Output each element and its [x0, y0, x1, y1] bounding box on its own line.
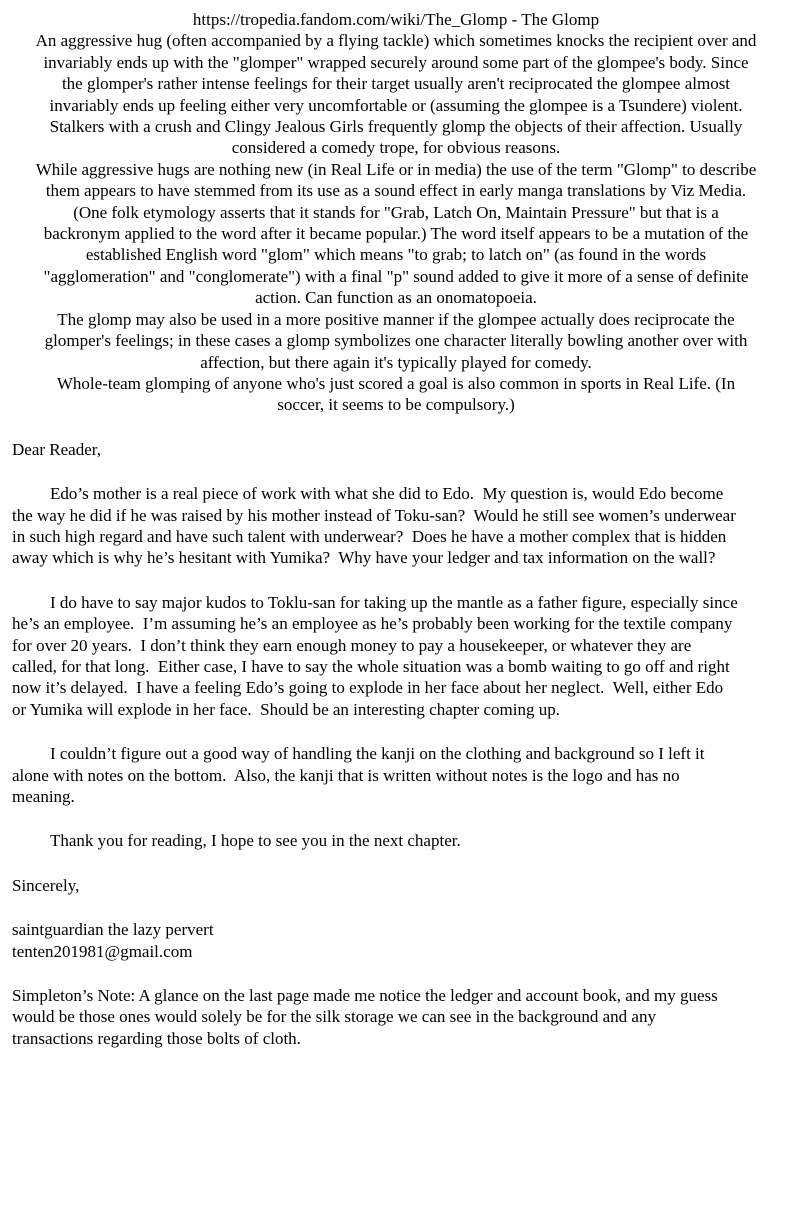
text-line: established English word "glom" which means "to grab; to latch on" (as found in the words: [85, 245, 707, 265]
letter-closing: [12, 875, 780, 896]
text-line: in such high regard and have such talent with underwear? Does he have a mother complex that is hidden: [12, 526, 727, 546]
text-line: Whole-team glomping of anyone who's just scored a goal is also common in sports in Real Life. (In: [56, 373, 736, 393]
text-line: considered a comedy trope, for obvious reasons.: [231, 138, 561, 158]
letter-paragraph-1: [12, 483, 780, 569]
salutation-text: Dear Reader,: [12, 439, 101, 459]
text-line: called, for that long. Either case, I have to say the whole situation was a bomb waiting to go off and right: [12, 656, 730, 676]
text-line: Edo’s mother is a real piece of work with what she did to Edo. My question is, would Edo become: [50, 484, 724, 504]
text-line: he’s an employee. I’m assuming he’s an employee as he’s probably been working for the textile company: [12, 614, 733, 634]
signature: [12, 919, 780, 962]
text-line: the glomper's rather intense feelings for their target usually aren't reciprocated the glompee almost: [61, 74, 731, 94]
letter-salutation: [12, 439, 780, 460]
text-line: soccer, it seems to be compulsory.): [277, 395, 515, 415]
text-line: An aggressive hug (often accompanied by a flying tackle) which sometimes knocks the recipient over and: [35, 31, 757, 51]
source-url-text: https://tropedia.fandom.com/wiki/The_Glomp - The Glomp: [192, 10, 600, 29]
text-line: backronym applied to the word after it became popular.) The word itself appears to be a mutation of the: [43, 224, 749, 244]
text-line: glomper's feelings; in these cases a glomp symbolizes one character literally bowling another over with: [44, 331, 748, 351]
text-line: Stalkers with a crush and Clingy Jealous Girls frequently glomp the objects of their affection. Usually: [49, 117, 743, 137]
trope-description: [12, 30, 780, 415]
text-line: or Yumika will explode in her face. Should be an interesting chapter coming up.: [12, 699, 560, 719]
source-title-line: [12, 9, 780, 30]
simpletons-note: [12, 985, 780, 1049]
text-line: While aggressive hugs are nothing new (in Real Life or in media) the use of the term "Glomp" to describe: [35, 159, 757, 179]
text-line: I couldn’t figure out a good way of handling the kanji on the clothing and background so I left it: [50, 744, 705, 764]
text-line: them appears to have stemmed from its use as a sound effect in early manga translations by Viz Media.: [45, 181, 747, 201]
text-line: for over 20 years. I don’t think they earn enough money to pay a housekeeper, or whatever they are: [12, 635, 692, 655]
text-line: The glomp may also be used in a more positive manner if the glompee actually does reciprocate the: [57, 309, 735, 329]
text-line: alone with notes on the bottom. Also, the kanji that is written without notes is the logo and has no: [12, 765, 680, 785]
text-line: "agglomeration" and "conglomerate") with a final "p" sound added to give it more of a sense of definite: [43, 266, 749, 286]
text-line: transactions regarding those bolts of cloth.: [12, 1028, 301, 1048]
text-line: I do have to say major kudos to Toklu-san for taking up the mantle as a father figure, especially since: [50, 592, 738, 612]
text-line: meaning.: [12, 787, 75, 806]
closing-text: Sincerely,: [12, 875, 80, 895]
letter-paragraph-3: [12, 743, 780, 807]
text-line: Simpleton’s Note: A glance on the last page made me notice the ledger and account book, and my guess: [12, 986, 718, 1006]
text-line: would be those ones would solely be for the silk storage we can see in the background and any: [12, 1007, 656, 1027]
text-line: saintguardian the lazy pervert: [12, 920, 214, 940]
text-line: (One folk etymology asserts that it stands for "Grab, Latch On, Maintain Pressure" but that is a: [73, 202, 719, 222]
text-line: invariably ends up with the "glomper" wrapped securely around some part of the glompee's body. Since: [43, 52, 749, 72]
text-line: now it’s delayed. I have a feeling Edo’s going to explode in her face about her neglect. Well, either Edo: [12, 678, 724, 698]
text-line: the way he did if he was raised by his mother instead of Toku-san? Would he still see women’s underwear: [12, 505, 736, 525]
text-line: tenten201981@gmail.com: [12, 941, 193, 961]
text-line: affection, but there again it's typically played for comedy.: [200, 352, 592, 372]
thank-you-line: [12, 830, 780, 851]
text-line: invariably ends up feeling either very uncomfortable or (assuming the glompee is a Tsundere) violent.: [49, 95, 743, 115]
text-line: away which is why he’s hesitant with Yumika? Why have your ledger and tax information on the wall?: [12, 548, 716, 568]
thank-you-text: Thank you for reading, I hope to see you in the next chapter.: [50, 831, 461, 851]
letter-paragraph-2: [12, 592, 780, 720]
text-line: action. Can function as an onomatopoeia.: [255, 288, 537, 308]
